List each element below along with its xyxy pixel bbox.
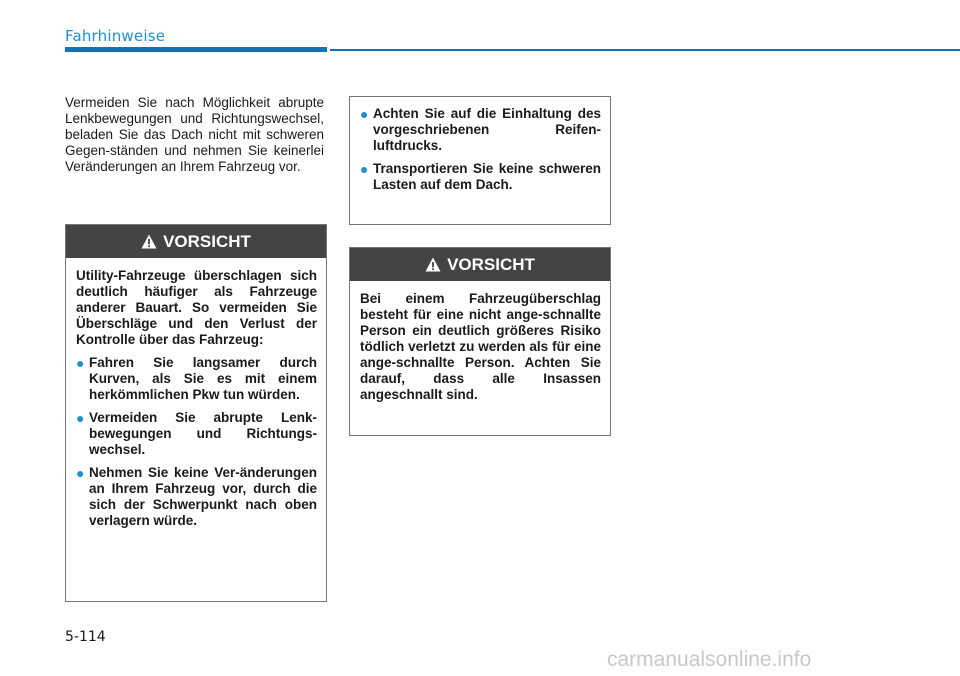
bullet-icon: ● [76, 465, 85, 481]
caution-box-seatbelt [349, 247, 611, 436]
caution-bullet-list [76, 355, 317, 529]
warning-icon [425, 257, 441, 272]
list-item: ● Achten Sie auf die Einhaltung des vorgeschriebenen Reifen-luftdrucks. [360, 106, 601, 153]
warning-icon [141, 234, 157, 249]
bullet-icon: ● [76, 410, 85, 426]
caution-box-header [350, 248, 610, 281]
continuation-box [349, 96, 611, 225]
continuation-bullet-list [360, 106, 601, 193]
bullet-icon: ● [76, 355, 85, 371]
watermark: carmanualsonline.info [607, 648, 812, 671]
continuation-box-body [350, 97, 610, 203]
caution-box-body [66, 258, 326, 539]
caution-text: Utility-Fahrzeuge überschlagen sich deutlich häufiger als Fahrzeuge anderer Bauart. So vermeiden Sie Überschläge und den Verlust der Kontrolle über das Fahrzeug: [76, 268, 317, 347]
bullet-icon: ● [360, 106, 369, 122]
bullet-icon: ● [360, 161, 369, 177]
page-number: 5-114 [65, 629, 106, 645]
caution-box-header [66, 225, 326, 258]
intro-paragraph: Vermeiden Sie nach Möglichkeit abrupte Lenkbewegungen und Richtungswechsel, beladen Sie das Dach nicht mit schweren Gegen-ständen und nehmen Sie keinerlei Veränderungen an Ihrem Fahrzeug vor. [65, 95, 324, 174]
section-title: Fahrhinweise [65, 27, 166, 45]
list-item: ● Fahren Sie langsamer durch Kurven, als Sie es mit einem herkömmlichen Pkw tun würden. [76, 355, 317, 402]
list-item: ● Vermeiden Sie abrupte Lenk-bewegungen und Richtungs-wechsel. [76, 410, 317, 457]
header-rule-thick [65, 47, 327, 52]
header-rule-thin [330, 49, 960, 51]
caution-heading: VORSICHT [163, 231, 251, 251]
caution-text: Bei einem Fahrzeugüberschlag besteht für eine nicht ange-schnallte Person ein deutlich größeres Risiko tödlich verletzt zu werden als für eine ange-schnallte Person. Achten Sie darauf, dass alle Insassen angeschnallt sind. [360, 291, 601, 402]
list-item: ● Transportieren Sie keine schweren Lasten auf dem Dach. [360, 161, 601, 192]
caution-heading: VORSICHT [447, 254, 535, 274]
caution-box-rollover [65, 224, 327, 602]
caution-box-body [350, 281, 610, 413]
list-item: ● Nehmen Sie keine Ver-änderungen an Ihrem Fahrzeug vor, durch die sich der Schwerpunkt nach oben verlagern würde. [76, 465, 317, 528]
